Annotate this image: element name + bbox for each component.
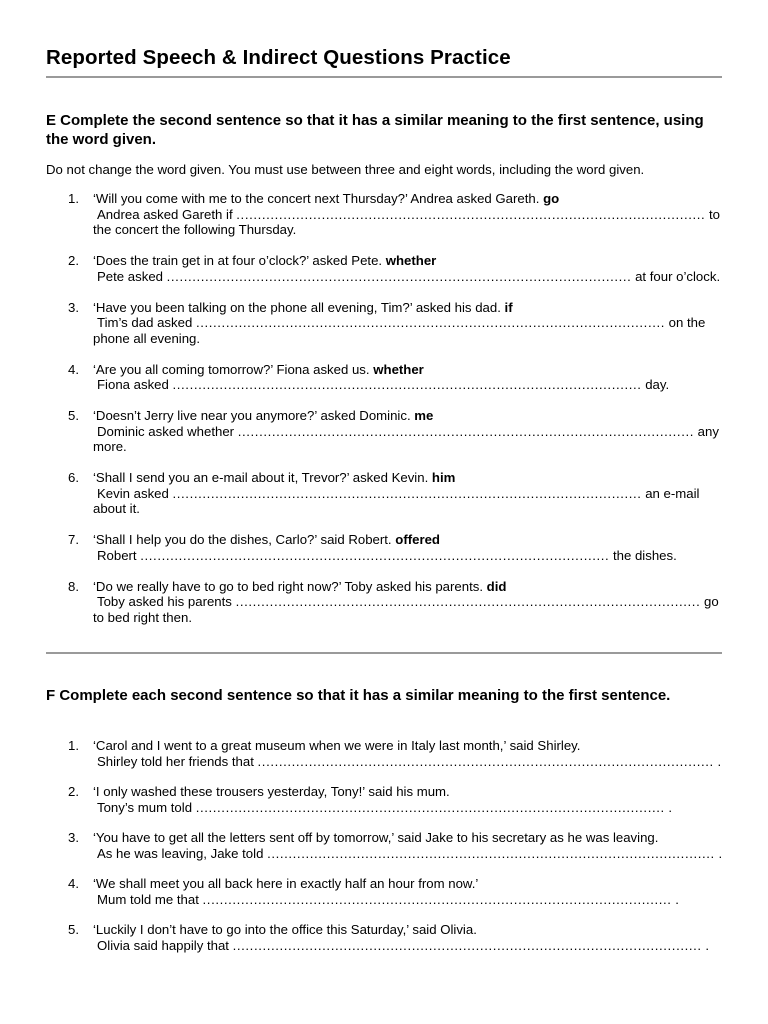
item-number: 7. (68, 532, 79, 547)
prompt-line (93, 191, 722, 207)
answer-line (93, 424, 722, 440)
keyword: offered (395, 532, 440, 547)
answer-line (93, 377, 722, 393)
answer-end: . (705, 937, 709, 953)
answer-end: an e-mail (645, 485, 700, 501)
item-number: 1. (68, 191, 79, 206)
answer-blank[interactable]: ......................................................................................................... (267, 845, 715, 861)
answer-continuation: phone all evening. (93, 330, 201, 346)
item-number: 5. (68, 408, 79, 423)
prompt-text: ‘We shall meet you all back here in exactly half an hour from now.’ (93, 876, 479, 891)
exercise-item (46, 922, 722, 953)
prompt-text: ‘Luckily I don’t have to go into the office this Saturday,’ said Olivia. (93, 922, 477, 937)
prompt-line (93, 300, 722, 316)
answer-line (93, 938, 722, 954)
keyword: did (486, 578, 507, 594)
answer-line (93, 892, 722, 908)
answer-start: Shirley told her friends that (97, 753, 254, 769)
keyword: whether (385, 253, 437, 268)
answer-line (93, 207, 722, 223)
prompt-text: ‘I only washed these trousers yesterday, Tony!’ said his mum. (93, 784, 450, 799)
answer-line (93, 754, 722, 770)
prompt-text: ‘Doesn’t Jerry live near you anymore?’ asked Dominic. (93, 408, 411, 423)
answer-start: Toby asked his parents (97, 594, 232, 609)
answer-continuation: to bed right then. (93, 609, 192, 625)
answer-blank[interactable]: .............................................................................................................. (195, 315, 665, 330)
prompt-line (93, 408, 722, 424)
prompt-line (93, 362, 722, 378)
exercise-item (46, 579, 722, 626)
exercise-item (46, 738, 722, 769)
answer-blank[interactable]: .............................................................................................................. (195, 799, 665, 815)
answer-line (93, 800, 722, 816)
prompt-text: ‘You have to get all the letters sent off by tomorrow,’ said Jake to his secretary as he was leaving. (93, 830, 659, 845)
answer-continuation: the concert the following Thursday. (93, 222, 297, 237)
answer-line (93, 594, 722, 610)
answer-line (93, 315, 722, 331)
answer-start: Tony’s mum told (97, 799, 193, 815)
answer-start: Tim’s dad asked (97, 315, 193, 330)
answer-continuation: about it. (93, 501, 140, 516)
prompt-text: ‘Are you all coming tomorrow?’ Fiona asked us. (93, 361, 370, 377)
item-number: 4. (68, 361, 79, 377)
item-number: 8. (68, 578, 79, 594)
section-e-list (46, 191, 722, 641)
answer-end: . (668, 799, 673, 815)
answer-end: on the (668, 315, 706, 330)
prompt-line (93, 253, 722, 269)
item-number: 2. (68, 253, 79, 268)
prompt-text: ‘Shall I send you an e-mail about it, Trevor?’ asked Kevin. (93, 470, 429, 485)
answer-blank[interactable]: .............................................................................................................. (172, 485, 642, 501)
keyword: me (414, 408, 434, 423)
keyword: go (543, 191, 560, 206)
answer-line (93, 269, 722, 285)
answer-end: . (718, 845, 722, 861)
answer-start: Pete asked (97, 268, 163, 284)
answer-end: to (709, 206, 720, 222)
answer-blank[interactable]: .............................................................................................................. (140, 547, 610, 563)
prompt-line (93, 532, 722, 548)
answer-start: Kevin asked (97, 485, 169, 501)
keyword: him (431, 470, 456, 485)
answer-blank[interactable]: .............................................................................................................. (202, 891, 672, 907)
item-number: 3. (68, 299, 79, 315)
section-f-heading: F Complete each second sentence so that it has a similar meaning to the first sentence. (46, 687, 671, 704)
exercise-item (46, 784, 722, 815)
answer-start: As he was leaving, Jake told (97, 845, 264, 861)
item-number: 2. (68, 784, 79, 799)
section-divider (46, 652, 722, 654)
answer-line (93, 846, 722, 862)
title-divider (46, 76, 722, 78)
item-number: 6. (68, 470, 79, 485)
answer-start: Fiona asked (97, 377, 169, 392)
answer-end: go (704, 594, 719, 609)
item-number: 3. (68, 830, 79, 845)
prompt-line (93, 470, 722, 486)
answer-blank[interactable]: .............................................................................................................. (236, 206, 706, 222)
exercise-item (46, 191, 722, 238)
answer-end: . (717, 753, 722, 769)
section-f-list (46, 738, 722, 968)
prompt-text: ‘Does the train get in at four o’clock?’ asked Pete. (93, 253, 383, 268)
exercise-item (46, 830, 722, 861)
answer-end: . (675, 891, 679, 907)
section-e-instructions: Do not change the word given. You must use between three and eight words, including the word given. (46, 162, 645, 177)
answer-blank[interactable]: ............................................................................................................. (166, 268, 632, 284)
answer-continuation: more. (93, 439, 127, 454)
exercise-item (46, 532, 722, 563)
answer-blank[interactable]: .............................................................................................................. (172, 377, 642, 392)
prompt-line (93, 579, 722, 595)
answer-blank[interactable]: ........................................................................................................... (237, 423, 694, 439)
exercise-item (46, 470, 722, 517)
answer-line (93, 486, 722, 502)
keyword: whether (373, 361, 424, 377)
answer-line (93, 548, 722, 564)
section-e-heading: E Complete the second sentence so that it has a similar meaning to the first sentence, using the word given. (46, 112, 704, 148)
answer-blank[interactable]: ............................................................................................................. (235, 594, 701, 609)
answer-start: Mum told me that (97, 891, 199, 907)
answer-end: at four o’clock. (635, 268, 721, 284)
prompt-text: ‘Do we really have to go to bed right now?’ Toby asked his parents. (93, 578, 483, 594)
prompt-text: ‘Shall I help you do the dishes, Carlo?’ said Robert. (93, 532, 392, 547)
answer-blank[interactable]: .............................................................................................................. (232, 937, 702, 953)
answer-start: Dominic asked whether (97, 423, 235, 439)
exercise-item (46, 253, 722, 284)
exercise-item (46, 408, 722, 455)
prompt-text: ‘Will you come with me to the concert next Thursday?’ Andrea asked Gareth. (93, 191, 540, 206)
answer-end: the dishes. (612, 547, 677, 563)
answer-start: Olivia said happily that (97, 937, 229, 953)
answer-end: any (697, 423, 719, 439)
keyword: if (504, 299, 513, 315)
answer-blank[interactable]: ........................................................................................................... (257, 753, 714, 769)
answer-start: Robert (97, 547, 137, 563)
prompt-text: ‘Have you been talking on the phone all evening, Tim?’ asked his dad. (93, 299, 501, 315)
exercise-item (46, 300, 722, 347)
exercise-item (46, 362, 722, 393)
item-number: 1. (68, 738, 79, 753)
item-number: 5. (68, 922, 79, 937)
answer-end: day. (645, 377, 670, 392)
exercise-item (46, 876, 722, 907)
item-number: 4. (68, 876, 79, 891)
prompt-text: ‘Carol and I went to a great museum when we were in Italy last month,’ said Shirley. (93, 738, 581, 753)
page-title: Reported Speech & Indirect Questions Practice (46, 46, 511, 69)
answer-start: Andrea asked Gareth if (97, 206, 233, 222)
